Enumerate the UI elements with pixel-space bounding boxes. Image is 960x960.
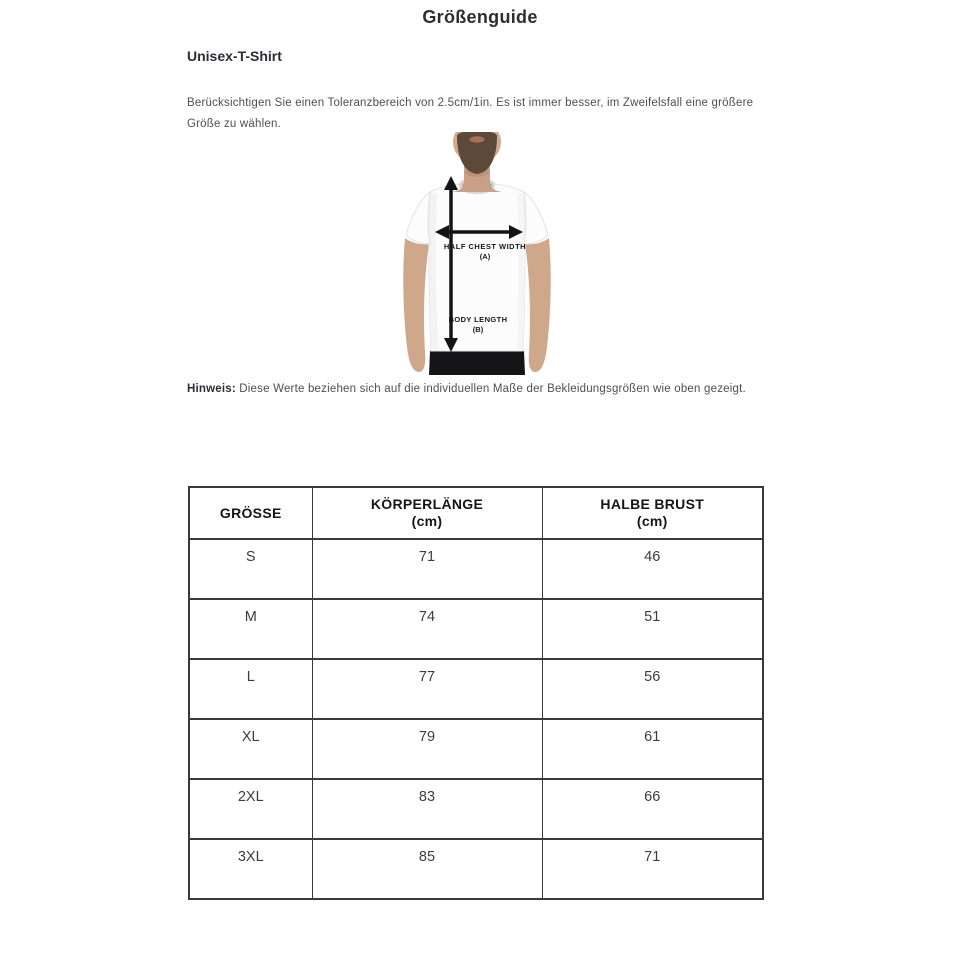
hint-label: Hinweis: <box>187 383 236 395</box>
body-length-cell: 71 <box>312 539 542 599</box>
size-table <box>188 486 764 900</box>
half-chest-cell: 46 <box>542 539 763 599</box>
size-cell: L <box>189 659 312 719</box>
body-length-label: BODY LENGTH <box>448 315 508 324</box>
table-row <box>189 839 763 899</box>
size-cell: 2XL <box>189 779 312 839</box>
table-row <box>189 539 763 599</box>
half-chest-cell: 51 <box>542 599 763 659</box>
hint-note <box>187 381 807 397</box>
col-header-body-length-unit: (cm) <box>411 513 443 529</box>
size-cell: M <box>189 599 312 659</box>
half-chest-label: HALF CHEST WIDTH <box>443 242 527 251</box>
hint-body: Diese Werte beziehen sich auf die individuellen Maße der Bekleidungsgrößen wie oben gezeigt. <box>239 383 746 395</box>
col-header-body-length-label: KÖRPERLÄNGE <box>370 496 484 512</box>
product-name: Unisex-T-Shirt <box>187 48 282 64</box>
half-chest-cell: 71 <box>542 839 763 899</box>
header-row <box>189 487 763 539</box>
tshirt-sleeve-left <box>406 192 430 244</box>
size-cell: 3XL <box>189 839 312 899</box>
col-header-half-chest-unit: (cm) <box>636 513 668 529</box>
body-length-cell: 77 <box>312 659 542 719</box>
half-chest-cell: 66 <box>542 779 763 839</box>
tolerance-note: Berücksichtigen Sie einen Toleranzbereich von 2.5cm/1in. Es ist immer besser, im Zweifelsfall eine größere Größe zu wählen. <box>187 97 754 130</box>
col-header-half-chest <box>542 487 763 539</box>
table-row <box>189 599 763 659</box>
col-header-size <box>189 487 312 539</box>
half-chest-cell: 56 <box>542 659 763 719</box>
body-length-cell: 85 <box>312 839 542 899</box>
body-length-cell: 74 <box>312 599 542 659</box>
tshirt-measurement-image <box>397 132 567 375</box>
col-header-body-length <box>312 487 542 539</box>
table-row <box>189 719 763 779</box>
table-row <box>189 659 763 719</box>
size-cell: S <box>189 539 312 599</box>
pants-shape <box>429 351 525 375</box>
col-header-size-label: GRÖSSE <box>219 504 282 521</box>
body-length-cell: 83 <box>312 779 542 839</box>
body-length-key: (B) <box>472 325 484 334</box>
model-lips <box>470 136 485 142</box>
body-length-cell: 79 <box>312 719 542 779</box>
half-chest-cell: 61 <box>542 719 763 779</box>
page-title: Größenguide <box>422 7 538 27</box>
size-cell: XL <box>189 719 312 779</box>
tshirt-measurement-figure <box>397 132 567 375</box>
model-figure <box>403 132 550 375</box>
half-chest-key: (A) <box>479 252 491 261</box>
col-header-half-chest-label: HALBE BRUST <box>600 496 705 512</box>
table-row <box>189 779 763 839</box>
tshirt-sleeve-right <box>524 192 548 244</box>
